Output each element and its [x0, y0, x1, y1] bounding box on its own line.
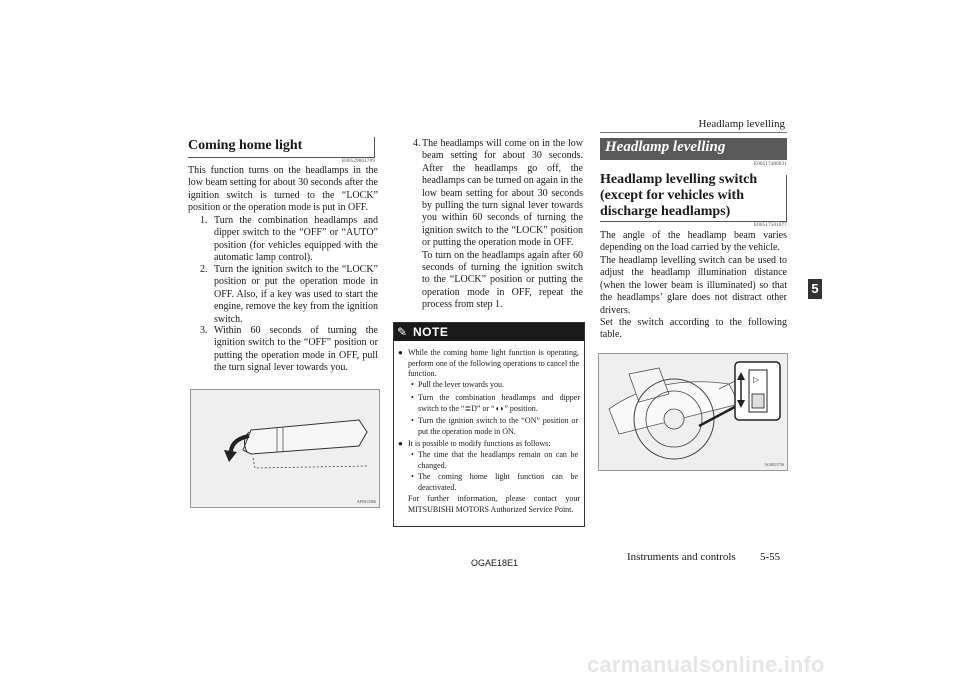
section-banner: [600, 138, 787, 160]
footer-model-code: OGAE18E1: [471, 558, 519, 568]
step-number: 1.: [200, 215, 208, 226]
svg-text:▷: ▷: [753, 375, 760, 384]
note-sub-item: Pull the lever towards you.: [418, 380, 504, 389]
sub-bullet-icon: •: [411, 380, 414, 389]
heading-rule: [600, 221, 787, 222]
chapter-tab[interactable]: 5: [808, 279, 822, 299]
note-header: [394, 323, 584, 341]
parking-lamp-icon: ◖◗: [494, 403, 505, 413]
step-item: [188, 264, 378, 326]
reference-code: E00517400031: [754, 162, 787, 167]
lever-drawing: [191, 390, 379, 507]
step-text: The headlamps will come on in the low beam setting for about 30 seconds. After the headlamps go off, the headlamps can be turned on again in the low beam setting for about 30 seconds by pulling the turn signal lever towards you within 60 seconds of turning the ignition switch to the “LOCK” position or putting the operation mode in OFF.: [422, 138, 583, 249]
note-sub-item: The coming home light function can be deactivated.: [418, 472, 578, 492]
step-item: [188, 325, 378, 375]
turn-signal-lever-illustration: [190, 389, 380, 508]
note-label: NOTE: [413, 325, 449, 339]
note-text-fragment: ” or “: [476, 403, 495, 413]
step-number: 4.: [413, 138, 421, 149]
step-number: 3.: [200, 325, 208, 336]
step-number: 2.: [200, 264, 208, 275]
note-sub-item: The time that the headlamps remain on can be changed.: [418, 450, 578, 470]
body-paragraph: Set the switch according to the following table.: [600, 317, 787, 341]
section-heading-coming-home-light: Coming home light: [188, 138, 303, 153]
note-text-fragment: ” position.: [504, 403, 538, 413]
step-text: Turn the combination headlamps and dipper switch to the “OFF” or “AUTO” position (for vehicles equipped with the automatic lamp control).: [214, 215, 378, 264]
dashboard-drawing: [599, 354, 787, 470]
heading-bracket: [786, 175, 787, 221]
step-continuation: To turn on the headlamps again after 60 seconds of turning the ignition switch to the “LOCK” position or putting the operation mode in OFF, repeat the process from step 1.: [422, 249, 583, 311]
step-text: Within 60 seconds of turning the ignition switch to the “OFF” position or putting the operation mode in OFF, pull the turn signal lever towards you.: [214, 325, 378, 374]
step-item: [395, 138, 583, 312]
heading-bracket: [374, 137, 375, 157]
footer-page-number: 5-55: [760, 551, 781, 563]
bullet-icon: ●: [398, 439, 403, 448]
note-footer-text: For further information, please contact your MITSUBISHI MOTORS Authorized Service Point.: [408, 494, 580, 514]
note-text-fragment: Turn the combination headlamps and dipper switch to the “: [418, 393, 580, 413]
note-sub-item: Turn the ignition switch to the “ON” position or put the operation mode in ON.: [418, 416, 578, 436]
subsection-title: Headlamp levelling switch (except for vehicles with discharge headlamps): [600, 172, 758, 219]
note-sub-item: [418, 393, 580, 414]
note-bullet-text: It is possible to modify functions as follows:: [408, 439, 551, 448]
figure-code: AF0013306: [356, 499, 376, 504]
section-title: Headlamp levelling: [605, 139, 726, 155]
dashboard-levelling-switch-illustration: [598, 353, 788, 471]
heading-rule: [188, 157, 375, 158]
sub-bullet-icon: •: [411, 416, 414, 425]
note-bullet-text: While the coming home light function is operating, perform one of the following operations to cancel the function.: [408, 348, 579, 378]
running-header: Headlamp levelling: [698, 118, 785, 130]
watermark[interactable]: carmanualsonline.info: [587, 652, 825, 677]
bullet-icon: ●: [398, 348, 403, 357]
step-text: Turn the ignition switch to the “LOCK” position or put the operation mode in OFF. Also, if a key was used to start the engine, remove the key from the ignition switch.: [214, 264, 378, 325]
body-paragraph: The headlamp levelling switch can be used to adjust the headlamp illumination distance (when the lower beam is illuminated) so that the headlamps’ glare does not distract other drivers.: [600, 255, 787, 316]
intro-paragraph: This function turns on the headlamps in the low beam setting for about 30 seconds after the ignition switch is turned to the “LOCK” position or the operation mode is put in OFF.: [188, 165, 378, 214]
note-box: [393, 322, 585, 527]
note-pencil-icon: ✎: [397, 325, 408, 339]
reference-code: E00529001709: [342, 159, 375, 164]
reference-code: E00517501677: [754, 223, 787, 228]
sub-bullet-icon: •: [411, 450, 414, 459]
sub-bullet-icon: •: [411, 472, 414, 481]
footer-section-name: Instruments and controls: [627, 551, 736, 563]
header-rule: [600, 132, 787, 133]
sub-bullet-icon: •: [411, 393, 414, 402]
body-paragraph: The angle of the headlamp beam varies depending on the load carried by the vehicle.: [600, 230, 787, 254]
headlamp-dipper-icon: ≣D: [464, 403, 477, 413]
figure-code: AG0023726: [764, 462, 784, 467]
step-item: [188, 215, 378, 265]
